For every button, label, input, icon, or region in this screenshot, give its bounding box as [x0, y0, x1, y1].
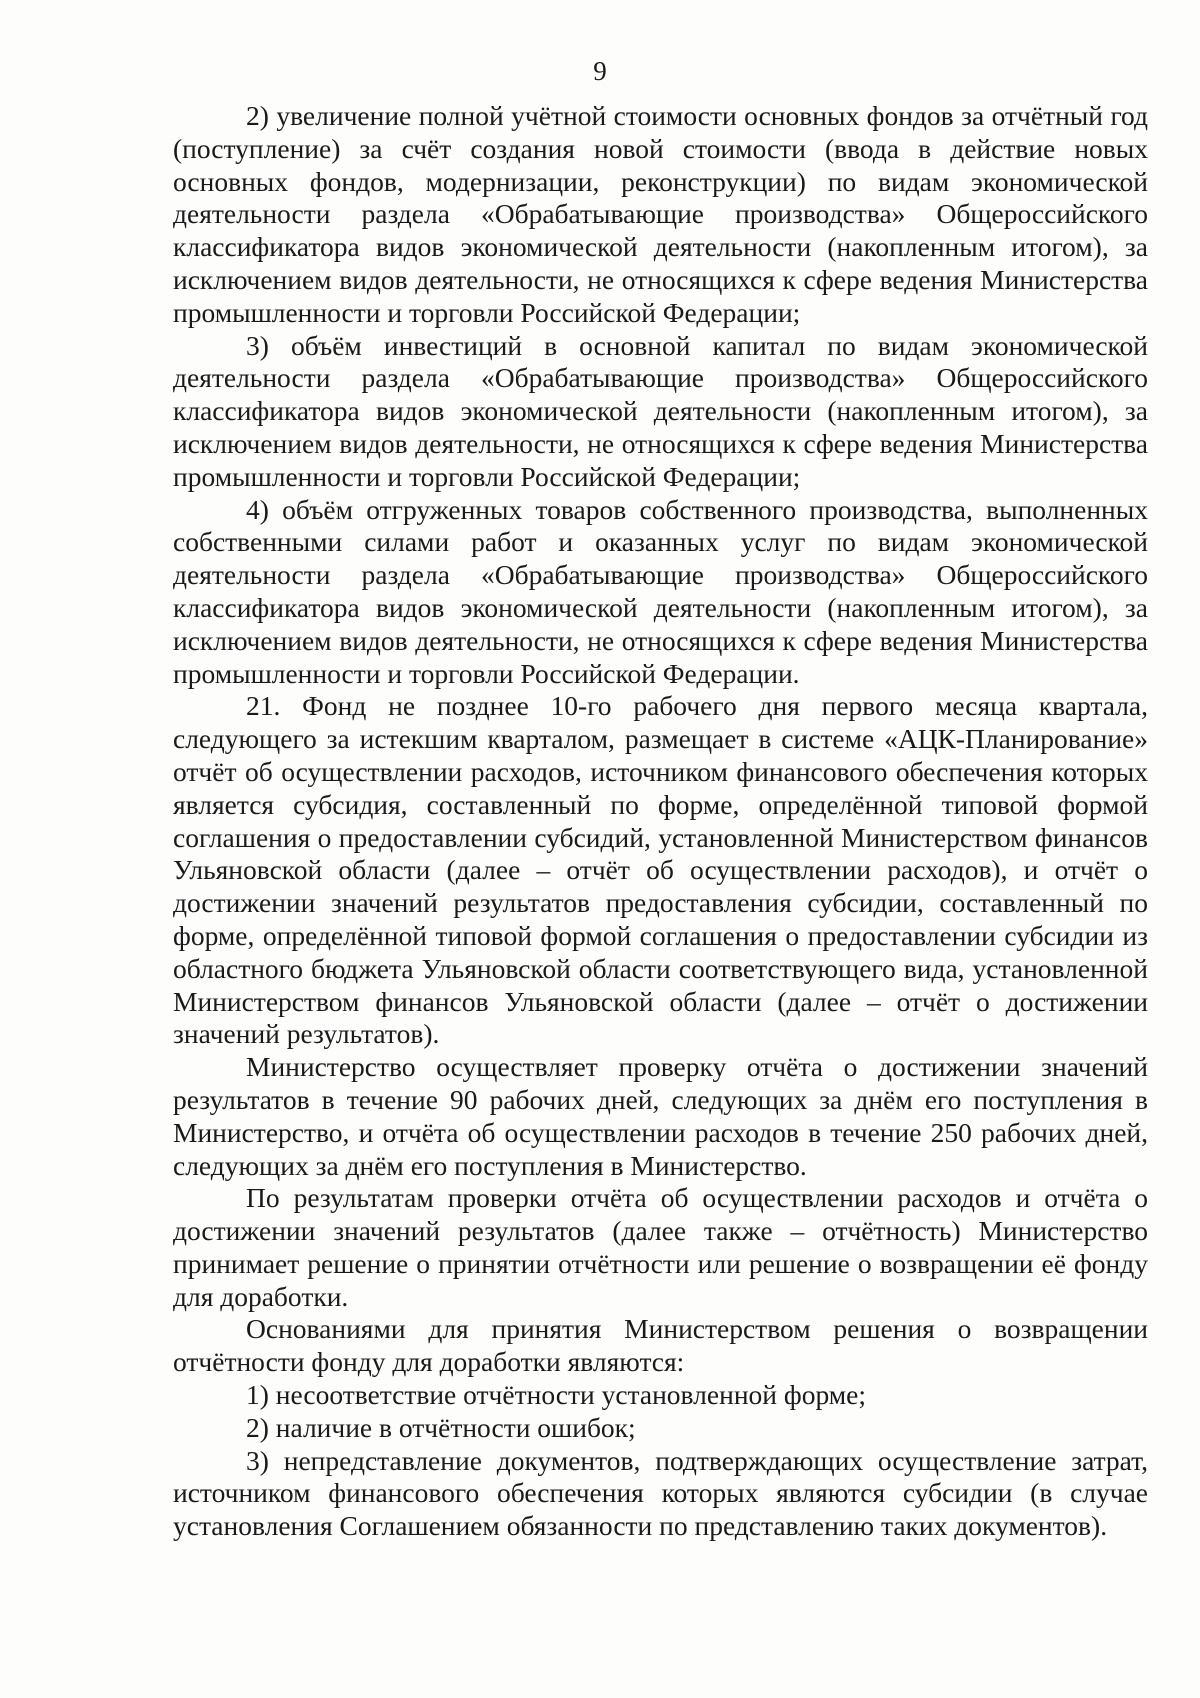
paragraph-review-terms: Министерство осуществляет проверку отчёта о достижении значений результатов в течение 90 рабочих дней, следующих за днём его поступления в Министерство, и отчёта об осуществлении расходов в течение 250 рабочих дней, следующих за днём его поступления в Министерство.: [173, 1051, 1148, 1181]
paragraph-item-4: 4) объём отгруженных товаров собственного производства, выполненных собственными силами работ и оказанных услуг по видам экономической деятельности раздела «Обрабатывающие производства» Общероссийского классификатора видов экономической деятельности (накопленным итогом), за исключением видов деятельности, не относящихся к сфере ведения Министерства промышленности и торговли Российской Федерации.: [173, 493, 1148, 689]
paragraph-review-results: По результатам проверки отчёта об осуществлении расходов и отчёта о достижении значений результатов (далее также – отчётность) Министерство принимает решение о принятии отчётности или решение о возвращении её фонду для доработки.: [173, 1182, 1148, 1312]
paragraph-ground-2: 2) наличие в отчётности ошибок;: [246, 1411, 636, 1443]
paragraph-clause-21: 21. Фонд не позднее 10-го рабочего дня первого месяца квартала, следующего за истекшим кварталом, размещает в системе «АЦК-Планирование» отчёт об осуществлении расходов, источником финансового обеспечения которых является субсидия, составленный по форме, определённой типовой формой соглашения о предоставлении субсидий, установленной Министерством финансов Ульяновской области (далее – отчёт об осуществлении расходов), и отчёт о достижении значений результатов предоставления субсидии, составленный по форме, определённой типовой формой соглашения о предоставлении субсидии из областного бюджета Ульяновской области соответствующего вида, установленной Министерством финансов Ульяновской области (далее – отчёт о достижении значений результатов).: [173, 690, 1148, 1050]
paragraph-item-2: 2) увеличение полной учётной стоимости основных фондов за отчётный год (поступление) за счёт создания новой стоимости (ввода в действие новых основных фондов, модернизации, реконструкции) по видам экономической деятельности раздела «Обрабатывающие производства» Общероссийского классификатора видов экономической деятельности (накопленным итогом), за исключением видов деятельности, не относящихся к сфере ведения Министерства промышленности и торговли Российской Федерации;: [173, 100, 1148, 328]
paragraph-return-grounds: Основаниями для принятия Министерством решения о возвращении отчётности фонду для доработки являются:: [173, 1313, 1148, 1378]
paragraph-ground-1: 1) несоответствие отчётности установленной форме;: [246, 1379, 867, 1411]
paragraph-item-3: 3) объём инвестиций в основной капитал по видам экономической деятельности раздела «Обрабатывающие производства» Общероссийского классификатора видов экономической деятельности (накопленным итогом), за исключением видов деятельности, не относящихся к сфере ведения Министерства промышленности и торговли Российской Федерации;: [173, 329, 1148, 492]
page-number: 9: [593, 56, 607, 86]
paragraph-ground-3: 3) непредставление документов, подтверждающих осуществление затрат, источником финансового обеспечения которых являются субсидии (в случае установления Соглашением обязанности по представлению таких документов).: [173, 1444, 1148, 1542]
document-body: [173, 100, 1148, 1543]
